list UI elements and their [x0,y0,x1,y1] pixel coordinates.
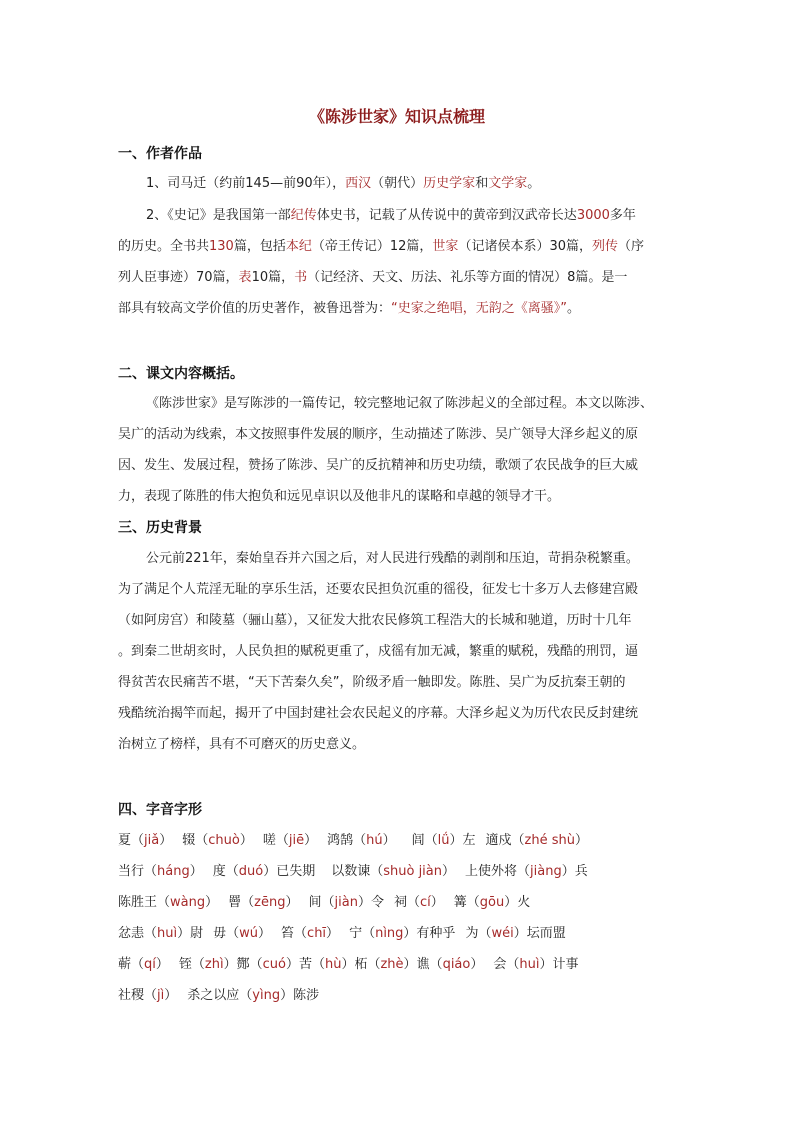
paragraph-line: 吴广的活动为线索，本文按照事件发展的顺序，生动描述了陈涉、吴广领导大泽乡起义的原 [118,427,639,442]
text-run: 度（ [212,864,239,879]
pinyin: qí [144,957,156,972]
pronunciation-row [118,831,588,851]
text-run: ）左 [449,833,476,848]
highlight-text: 西汉 [345,176,372,191]
pinyin: zhé shù [524,833,575,848]
highlight-text: 列传 [591,239,618,254]
text-run: ）令 [357,895,384,910]
paragraph-line: 治树立了榜样，具有不可磨灭的历史意义。 [118,737,366,752]
text-run: 篇，包括 [233,239,286,254]
text-run: 上使外将（ [465,864,531,879]
text-run: 毋（ [213,926,240,941]
section-heading-pronunciation: 四、字音字形 [118,802,202,818]
paragraph-line [146,174,540,194]
highlight-text: 纪传 [290,208,317,223]
paragraph-line: 因、发生、发展过程，赞扬了陈涉、吴广的反抗精神和历史功绩，歌颂了农民战争的巨大威 [118,458,639,473]
text-run: 10篇， [251,270,295,285]
pinyin: wú [239,926,259,941]
text-run: （记诸侯本系）30篇， [458,239,592,254]
pinyin: qiáo [442,957,471,972]
text-run: ） [189,864,203,879]
pinyin: nìng [375,926,404,941]
text-run: 杀之以应（ [187,988,253,1003]
text-run: 蕲（ [118,957,145,972]
text-run: 间（ [308,895,335,910]
text-run: 和 [475,176,489,191]
text-run: ） [258,926,272,941]
pinyin: gōu [479,895,505,910]
pinyin: zhì [204,957,224,972]
text-run: ） [326,926,340,941]
pinyin: cí [419,895,431,910]
text-run: ） [239,833,253,848]
text-run: ）酂（ [223,957,263,972]
text-run: （帝王传记）12篇， [311,239,433,254]
text-run: ） [382,833,396,848]
text-run: 多年 [609,208,636,223]
paragraph-line: 力，表现了陈胜的伟大抱负和远见卓识以及他非凡的谋略和卓越的领导才干。 [118,489,561,504]
text-run: ） [304,833,318,848]
highlight-text: 历史学家 [423,176,476,191]
pinyin: yìng [252,988,281,1003]
text-run: 辍（ [182,833,209,848]
text-run: 以数谏（ [331,864,384,879]
highlight-text: 文学家 [488,176,528,191]
text-run: （序 [618,239,645,254]
pinyin: jiē [288,833,305,848]
text-run: 適戍（ [485,833,525,848]
paragraph-line: 残酷统治揭竿而起，揭开了中国封建社会农民起义的序幕。大泽乡起义为历代农民反封建统 [118,706,639,721]
text-run: 笞（ [281,926,308,941]
text-run: 夏（ [118,833,145,848]
pinyin: duó [238,864,264,879]
pinyin: chī [307,926,327,941]
paragraph-line [146,206,636,226]
text-run: ）计事 [539,957,579,972]
text-run: ） [159,833,173,848]
section-heading-author: 一、作者作品 [118,146,202,162]
pinyin: shuò jiàn [383,864,443,879]
pinyin: wàng [170,895,206,910]
text-run: ） [430,895,444,910]
highlight-text: 世家 [432,239,459,254]
highlight-text: 3000 [576,208,610,223]
text-run: 祠（ [393,895,420,910]
pinyin: huì [157,926,178,941]
text-run: ）尉 [177,926,204,941]
text-run: ） [164,988,178,1003]
text-run: 部具有较高文学价值的历史著作，被鲁迅誉为： [118,301,392,316]
pronunciation-row [118,986,319,1006]
pronunciation-row [118,862,588,882]
text-run: ） [442,864,456,879]
pronunciation-row [118,893,530,913]
text-run: ） [285,895,299,910]
paragraph-line: （如阿房宫）和陵墓（骊山墓），又征发大批农民修筑工程浩大的长城和驰道，历时十几年 [118,613,632,628]
pinyin: jiàng [530,864,562,879]
text-run: ）火 [504,895,531,910]
text-run: 列人臣事迹）70篇， [118,270,239,285]
pinyin: huì [519,957,540,972]
pinyin: zēng [254,895,286,910]
pinyin: jiǎ [144,833,160,848]
text-run: ）坛而盟 [513,926,566,941]
pinyin: jiàn [334,895,358,910]
section-heading-summary: 二、课文内容概括。 [118,366,244,382]
highlight-text: 书 [294,270,308,285]
text-run: 为（ [465,926,492,941]
text-run: 当行（ [118,864,158,879]
paragraph-line: 《陈涉世家》是写陈涉的一篇传记，较完整地记叙了陈涉起义的全部过程。本文以陈涉、 [146,396,654,411]
text-run: 社稷（ [118,988,158,1003]
highlight-text: 本纪 [285,239,312,254]
text-run: ）陈涉 [280,988,320,1003]
text-run: 陈胜王（ [118,895,171,910]
paragraph-line: 得贫苦农民痛苦不堪，“天下苦秦久矣”，阶级矛盾一触即发。陈胜、吴广为反抗秦王朝的 [118,675,626,690]
pinyin: zhè [380,957,404,972]
highlight-text: 表 [238,270,252,285]
text-run: ）苦（ [285,957,325,972]
pinyin: háng [157,864,190,879]
text-run: ） [575,833,589,848]
text-run: ）谯（ [403,957,443,972]
text-run: ）柘（ [341,957,381,972]
text-run: 会（ [493,957,520,972]
text-run: ） [155,957,169,972]
section-heading-background: 三、历史背景 [118,520,202,536]
text-run: 鸿鹄（ [327,833,367,848]
pronunciation-row [118,955,579,975]
text-run: ） [470,957,484,972]
text-run: ）兵 [561,864,588,879]
text-run: 宁（ [349,926,376,941]
highlight-text: 130 [209,239,234,254]
paragraph-line: 为了满足个人荒淫无耻的享乐生活，还要农民担负沉重的徭役，征发七十多万人去修建宫殿 [118,582,639,597]
text-run: ） [205,895,219,910]
text-run: ）有种乎 [403,926,456,941]
pinyin: jì [157,988,165,1003]
text-run: 闾（ [411,833,438,848]
paragraph-line: 。到秦二世胡亥时，人民负担的赋税更重了，戍徭有加无减，繁重的赋税，残酷的刑罚，逼 [118,644,639,659]
pronunciation-row [118,924,566,944]
text-run: 罾（ [228,895,255,910]
text-run: 铚（ [178,957,205,972]
text-run: 忿恚（ [118,926,158,941]
text-run: （记经济、天文、历法、礼乐等方面的情况）8篇。是一 [307,270,628,285]
highlight-text: “史家之绝唱，无韵之《离骚》” [391,301,567,316]
paragraph-line [118,268,627,288]
paragraph-line [118,237,644,257]
text-run: （朝代） [371,176,424,191]
text-run: 2、《史记》是我国第一部 [146,208,291,223]
page-title: 《陈涉世家》知识点梳理 [308,107,485,126]
text-run: 的历史。全书共 [118,239,210,254]
text-run: 。 [527,176,541,191]
text-run: 1、司马迁（约前145—前90年）， [146,176,346,191]
text-run: ）已失期 [263,864,316,879]
text-run: 。 [567,301,581,316]
text-run: 篝（ [453,895,480,910]
text-run: 嗟（ [262,833,289,848]
pinyin: wéi [491,926,514,941]
pinyin: hù [324,957,342,972]
paragraph-line [118,299,580,319]
pinyin: cuó [262,957,286,972]
pinyin: lǘ [437,833,450,848]
text-run: 体史书，记载了从传说中的黄帝到汉武帝长达 [316,208,577,223]
pinyin: hú [366,833,383,848]
pinyin: chuò [208,833,240,848]
paragraph-line: 公元前221年，秦始皇吞并六国之后，对人民进行残酷的剥削和压迫，苛捐杂税繁重。 [146,551,639,566]
